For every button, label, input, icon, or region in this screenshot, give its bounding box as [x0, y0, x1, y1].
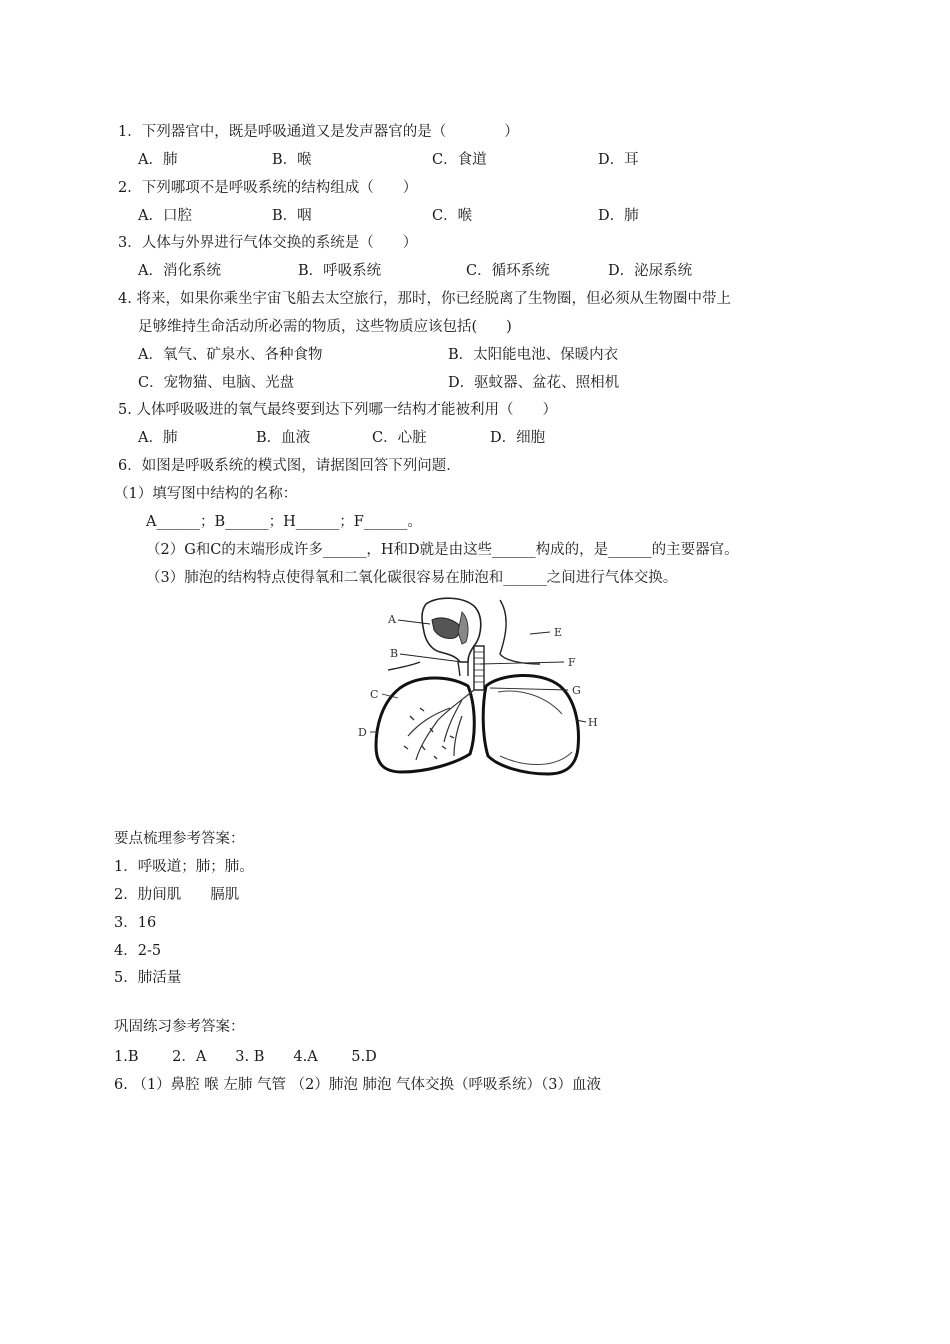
- question-3-option-d: D．泌尿系统: [608, 263, 693, 279]
- diagram-label-b: B: [390, 647, 399, 660]
- diagram-label-c: C: [370, 688, 379, 701]
- question-1-option-c: C．食道: [432, 152, 487, 168]
- question-1-option-a: A．肺: [138, 152, 178, 168]
- body-outline-right: [500, 600, 540, 664]
- question-6-stem: 6．如图是呼吸系统的模式图，请据图回答下列问题．: [118, 458, 461, 474]
- answers-1-title: 要点梳理参考答案：: [114, 831, 245, 847]
- answers-1-item-4: 4．2-5: [114, 943, 162, 959]
- question-4-option-a: A．氧气、矿泉水、各种食物: [138, 347, 323, 363]
- question-2-option-d: D．肺: [598, 208, 639, 224]
- question-5-option-d: D．细胞: [490, 430, 546, 446]
- question-6-sub-3: （3）肺泡的结构特点使得氧和二氧化碳很容易在肺泡和______之间进行气体交换。: [146, 570, 678, 586]
- diagram-label-h: H: [588, 716, 598, 729]
- answers-1-item-2: 2．肋间肌 膈肌: [114, 887, 240, 903]
- trachea: [474, 646, 484, 690]
- diagram-label-g: G: [572, 684, 581, 697]
- question-5-stem: 5. 人体呼吸吸进的氧气最终要到达下列哪一结构才能被利用（ ）: [118, 402, 557, 418]
- respiratory-system-diagram: [350, 596, 602, 782]
- question-6-sub-2: （2）G和C的末端形成许多______，H和D就是由这些______构成的，是______的主要器官。: [146, 542, 739, 558]
- question-5-option-a: A．肺: [138, 430, 178, 446]
- diagram-label-a: A: [388, 613, 396, 626]
- question-3-option-c: C．循环系统: [466, 263, 550, 279]
- question-1-option-d: D．耳: [598, 152, 639, 168]
- answers-2-line-1: 1.B 2．A 3. B 4.A 5.D: [114, 1049, 377, 1065]
- diagram-label-e: E: [554, 626, 563, 639]
- answers-1-item-3: 3．16: [114, 915, 157, 931]
- question-4-option-c: C．宠物猫、电脑、光盘: [138, 375, 295, 391]
- question-4-stem-line-1: 4. 将来，如果你乘坐宇宙飞船去太空旅行，那时，你已经脱离了生物圈，但必须从生物圈中带上: [118, 291, 731, 307]
- question-2-option-a: A．口腔: [138, 208, 192, 224]
- question-2-stem: 2．下列哪项不是呼吸系统的结构组成（ ）: [118, 180, 418, 196]
- neck-lines: [458, 662, 468, 676]
- diagram-label-f: F: [568, 656, 576, 669]
- question-4-option-d: D．驱蚊器、盆花、照相机: [448, 375, 620, 391]
- question-2-option-b: B．咽: [272, 208, 312, 224]
- body-outline-left: [388, 662, 420, 670]
- respiratory-diagram-svg: [350, 596, 602, 782]
- question-3-stem: 3．人体与外界进行气体交换的系统是（ ）: [118, 235, 418, 251]
- answers-2-line-2: 6. （1）鼻腔 喉 左肺 气管 （2）肺泡 肺泡 气体交换（呼吸系统）（3）血液: [114, 1077, 602, 1093]
- question-6-sub-1: （1）填写图中结构的名称：: [114, 486, 298, 502]
- leader-e: [530, 632, 550, 634]
- question-2-option-c: C．喉: [432, 208, 473, 224]
- question-4-stem-line-2: 足够维持生命活动所必需的物质，这些物质应该包括( ): [138, 319, 512, 335]
- question-3-option-a: A．消化系统: [138, 263, 221, 279]
- question-4-option-b: B．太阳能电池、保暖内衣: [448, 347, 619, 363]
- question-5-option-c: C．心脏: [372, 430, 427, 446]
- question-3-option-b: B．呼吸系统: [298, 263, 382, 279]
- question-6-sub-1-blanks: A______；B______；H______；F______。: [146, 514, 422, 530]
- question-1-stem: 1．下列器官中，既是呼吸通道又是发声器官的是（ ）: [118, 124, 519, 140]
- question-1-option-b: B．喉: [272, 152, 312, 168]
- answers-1-item-1: 1．呼吸道；肺；肺。: [114, 859, 254, 875]
- answers-2-title: 巩固练习参考答案：: [114, 1019, 245, 1035]
- diagram-label-d: D: [358, 726, 367, 739]
- answers-1-item-5: 5．肺活量: [114, 970, 182, 986]
- question-5-option-b: B．血液: [256, 430, 311, 446]
